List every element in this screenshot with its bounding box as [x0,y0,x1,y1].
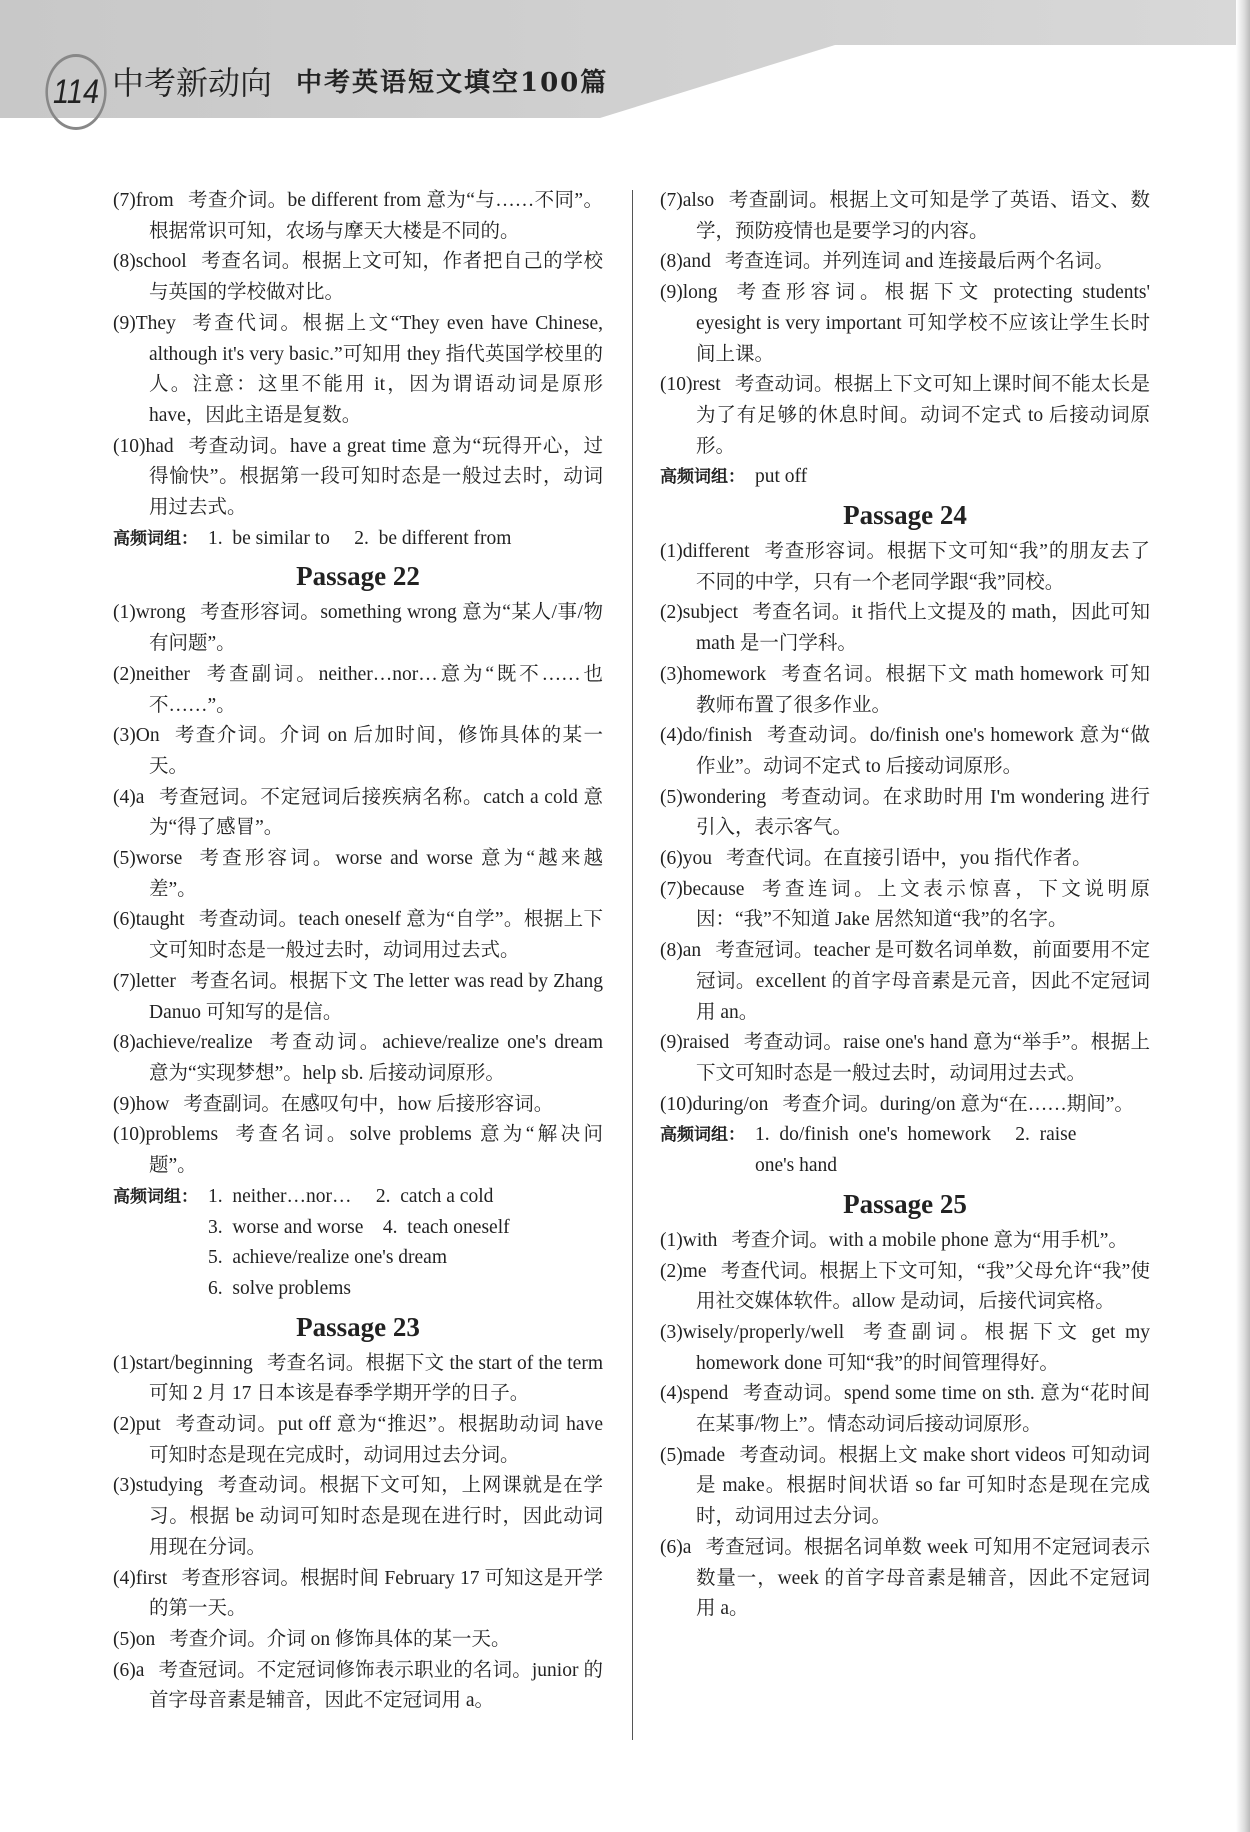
item-number: (4) [113,786,136,808]
answer-item [660,247,1150,278]
item-answer: rest [692,374,721,396]
item-answer: start/beginning [135,1352,253,1374]
item-explanation: 考查冠词。根据名词单数 week 可知用不定冠词表示数量一，week 的首字母音素是辅音，因此不定冠词用 a。 [696,1536,1150,1620]
item-explanation: 考查动词。put off 意为“推迟”。根据助动词 have 可知时态是现在完成时，动词用过去分词。 [149,1414,603,1466]
item-number: (1) [113,602,136,624]
page-edge [1236,0,1250,1832]
item-explanation: 考查介词。be different from 意为“与……不同”。根据常识可知，农场与摩天大楼是不同的。 [149,190,603,242]
answer-item [660,721,1150,782]
item-number: (1) [660,541,683,563]
item-number: (1) [660,1229,683,1251]
answer-item [660,1318,1150,1379]
item-number: (8) [113,1032,136,1054]
key-phrases-label: 高频词组： [660,1125,745,1146]
item-answer: school [135,251,187,273]
answer-item [660,598,1150,659]
item-number: (4) [660,725,683,747]
item-explanation: 考查形容词。something wrong 意为“某人/事/物有问题”。 [149,602,603,655]
item-answer: a [135,1659,145,1681]
item-answer: long [682,282,718,304]
item-number: (10) [113,435,146,457]
key-phrase-line: 5. achieve/realize one's dream [208,1247,448,1269]
item-explanation: 考查副词。根据下文 get my homework done 可知“我”的时间管理得好。 [696,1321,1150,1374]
item-explanation: 考查形容词。根据下文可知“我”的朋友去了不同的中学，只有一个老同学跟“我”同校。 [696,541,1150,593]
item-explanation: 考查副词。在感叹句中，how 后接形容词。 [183,1093,554,1115]
item-answer: me [682,1260,707,1282]
item-number: (4) [660,1383,683,1405]
key-phrases [660,1120,1150,1181]
item-number: (10) [660,374,693,396]
answer-item [660,875,1150,936]
item-explanation: 考查动词。achieve/realize one's dream 意为“实现梦想”。help sb. 后接动词原形。 [149,1032,603,1084]
answer-item [113,247,603,308]
item-explanation: 考查动词。raise one's hand 意为“举手”。根据上下文可知时态是一般过去时，动词用过去式。 [696,1032,1150,1084]
item-answer: studying [135,1475,203,1497]
item-number: (7) [660,190,683,211]
item-explanation: 考查副词。neither…nor…意为“既不……也不……”。 [149,663,603,716]
item-answer: from [135,190,174,211]
item-answer: with [682,1229,718,1251]
item-number: (6) [113,909,136,931]
item-answer: different [682,541,750,563]
answer-item [113,309,603,432]
item-number: (10) [660,1093,693,1115]
item-answer: homework [682,663,767,685]
item-number: (3) [660,663,683,685]
item-number: (9) [113,312,136,334]
key-phrases-label: 高频词组： [113,1186,198,1207]
key-phrases-list [745,1120,1150,1181]
item-answer: letter [135,970,176,992]
item-explanation: 考查名词。根据下文 math homework 可知教师布置了很多作业。 [696,663,1150,716]
answer-item [113,186,603,247]
item-explanation: 考查副词。根据上文可知是学了英语、语文、数学，预防疫情也是要学习的内容。 [696,190,1150,242]
answer-item [113,1349,603,1410]
item-explanation: 考查动词。根据下文可知，上网课就是在学习。根据 be 动词可知时态是现在进行时，因此动词用现在分词。 [149,1475,603,1558]
answer-item [113,660,603,721]
item-explanation: 考查介词。介词 on 修饰具体的某一天。 [169,1628,511,1650]
item-number: (8) [113,251,136,273]
answer-item [113,1410,603,1471]
item-explanation: 考查名词。根据上文可知，作者把自己的学校与英国的学校做对比。 [149,251,603,304]
item-answer: had [145,435,174,457]
item-answer: made [682,1444,725,1466]
item-answer: raised [682,1032,730,1054]
item-answer: neither [135,663,190,685]
item-answer: taught [135,909,185,931]
answer-item [113,905,603,966]
item-answer: during/on [692,1093,769,1115]
item-answer: put [135,1414,161,1436]
book-title: 中考新动向 [112,64,273,102]
item-explanation: 考查形容词。根据时间 February 17 可知这是开学的第一天。 [149,1567,603,1620]
item-number: (5) [113,848,136,870]
key-phrase-line: one's hand [755,1155,838,1177]
item-answer: problems [145,1124,219,1146]
book-subtitle: 中考英语短文填空100篇 [296,68,609,98]
item-explanation: 考查介词。with a mobile phone 意为“用手机”。 [731,1229,1128,1251]
item-explanation: 考查动词。根据上文 make short videos 可知动词是 make。根据时间状语 so far 可知时态是现在完成时，动词用过去分词。 [696,1444,1150,1528]
item-explanation: 考查形容词。worse and worse 意为“越来越差”。 [149,848,603,900]
item-number: (3) [113,725,136,747]
answer-item [113,967,603,1028]
item-answer: a [682,1536,692,1558]
answer-item [660,1257,1150,1318]
key-phrase-line: 6. solve problems [208,1277,351,1299]
item-explanation: 考查名词。it 指代上文提及的 math，因此可知 math 是一门学科。 [696,602,1150,655]
item-number: (9) [660,282,683,304]
item-explanation: 考查动词。在求助时用 I'm wondering 进行引入，表示客气。 [696,786,1150,839]
item-explanation: 考查代词。在直接引语中，you 指代作者。 [726,848,1092,870]
column-divider [632,190,633,1740]
item-explanation: 考查动词。teach oneself 意为“自学”。根据上下文可知时态是一般过去时，动词用过去式。 [149,909,603,962]
item-number: (1) [113,1352,136,1374]
answer-item [660,1028,1150,1089]
answer-item [660,186,1150,247]
answer-item [113,721,603,782]
key-phrase-line: 1. neither…nor… 2. catch a cold [208,1185,494,1207]
item-explanation: 考查介词。during/on 意为“在……期间”。 [782,1093,1134,1115]
item-answer: do/finish [682,725,753,747]
answer-item [660,783,1150,844]
item-number: (9) [660,1032,683,1054]
item-answer: achieve/realize [135,1032,253,1054]
key-phrases [660,462,1150,493]
item-number: (8) [660,251,683,273]
item-number: (3) [113,1475,136,1497]
answer-item [660,844,1150,875]
item-explanation: 考查动词。spend some time on sth. 意为“花时间在某事/物上”。情态动词后接动词原形。 [696,1383,1150,1436]
item-explanation: 考查名词。根据下文 The letter was read by Zhang Danuo 可知写的是信。 [149,970,603,1023]
item-number: (6) [113,1659,136,1681]
answer-item [113,1028,603,1089]
answer-item [113,1564,603,1625]
item-explanation: 考查代词。根据上下文可知，“我”父母允许“我”使用社交媒体软件。allow 是动词，后接代词宾格。 [696,1260,1150,1313]
item-explanation: 考查动词。do/finish one's homework 意为“做作业”。动词不定式 to 后接动词原形。 [696,725,1150,777]
item-number: (2) [113,1414,136,1436]
item-explanation: 考查连词。并列连词 and 连接最后两个名词。 [724,251,1114,273]
key-phrase-line: 3. worse and worse 4. teach oneself [208,1216,510,1238]
key-phrases [113,524,603,555]
answer-item [113,1625,603,1656]
passage-heading: Passage 23 [296,1311,420,1342]
key-phrases-list [198,1182,603,1305]
answer-item [113,1120,603,1181]
item-answer: worse [135,848,183,870]
item-explanation: 考查动词。have a great time 意为“玩得开心，过得愉快”。根据第一段可知时态是一般过去时，动词用过去式。 [149,435,603,519]
item-explanation: 考查冠词。teacher 是可数名词单数，前面要用不定冠词。excellent 的首字母音素是元音，因此不定冠词用 an。 [696,940,1150,1023]
answer-item [113,844,603,905]
item-number: (6) [660,1536,683,1558]
page-number: 114 [45,54,106,130]
item-answer: They [135,312,176,334]
item-explanation: 考查介词。介词 on 后加时间，修饰具体的某一天。 [149,725,603,777]
answer-item [113,1090,603,1121]
item-explanation: 考查形容词。根据下文 protecting students' eyesight is very important 可知学校不应该让学生长时间上课。 [696,282,1150,365]
item-number: (6) [660,848,683,870]
answer-item [660,1533,1150,1625]
item-answer: you [682,848,712,870]
answer-item [113,1471,603,1563]
key-phrases-list [745,462,1150,493]
answer-item [113,432,603,524]
key-phrases-label: 高频词组： [113,528,198,549]
item-answer: on [135,1628,156,1650]
item-number: (10) [113,1124,146,1146]
answer-item [660,370,1150,462]
item-explanation: 考查冠词。不定冠词修饰表示职业的名词。junior 的首字母音素是辅音，因此不定冠词用 a。 [149,1659,603,1712]
item-number: (5) [660,786,683,808]
answer-item [113,783,603,844]
item-answer: because [682,878,745,900]
item-explanation: 考查名词。根据下文 the start of the term 可知 2 月 17 日本该是春季学期开学的日子。 [149,1352,603,1405]
left-column [113,186,603,1717]
item-answer: wrong [135,602,186,624]
item-number: (9) [113,1093,136,1115]
answer-item [660,278,1150,370]
item-answer: wondering [682,786,767,808]
answer-item [660,537,1150,598]
item-number: (5) [660,1444,683,1466]
item-answer: spend [682,1383,729,1405]
key-phrase-line: put off [755,466,808,488]
key-phrases-list [198,524,603,555]
item-number: (5) [113,1628,136,1650]
page-header [0,0,1250,120]
item-number: (8) [660,940,683,962]
item-number: (7) [113,190,136,211]
item-answer: also [682,190,715,211]
answer-item [113,1656,603,1717]
item-answer: subject [682,602,738,624]
item-number: (4) [113,1567,136,1589]
item-explanation: 考查代词。根据上文“They even have Chinese, although it's very basic.”可知用 they 指代英国学校里的人。注意：这里不能用 it，因为谓语动词是原形 have，因此主语是复数。 [149,312,603,426]
key-phrases-label: 高频词组： [660,467,745,488]
key-phrase-line: 1. be similar to 2. be different from [208,527,512,549]
item-explanation: 考查名词。solve problems 意为“解决问题”。 [149,1124,603,1177]
right-column [660,186,1150,1625]
item-explanation: 考查冠词。不定冠词后接疾病名称。catch a cold 意为“得了感冒”。 [149,786,603,839]
item-number: (7) [113,970,136,992]
item-number: (2) [660,1260,683,1282]
item-answer: an [682,940,702,962]
item-explanation: 考查连词。上文表示惊喜，下文说明原因：“我”不知道 Jake 居然知道“我”的名字。 [696,878,1150,931]
item-answer: and [682,251,711,273]
item-answer: On [135,725,160,747]
item-answer: how [135,1093,170,1115]
passage-heading: Passage 24 [843,500,967,531]
answer-item [113,598,603,659]
item-number: (2) [113,663,136,685]
key-phrases [113,1182,603,1305]
answer-item [660,1226,1150,1257]
answer-item [660,936,1150,1028]
passage-heading: Passage 25 [843,1188,967,1219]
item-answer: a [135,786,145,808]
passage-heading: Passage 22 [296,561,420,592]
item-number: (7) [660,878,683,900]
answer-item [660,660,1150,721]
item-number: (2) [660,602,683,624]
item-answer: wisely/properly/well [682,1321,845,1343]
answer-item [660,1090,1150,1121]
answer-item [660,1441,1150,1533]
item-answer: first [135,1567,168,1589]
key-phrase-line: 1. do/finish one's homework 2. raise [755,1124,1077,1146]
answer-item [660,1379,1150,1440]
item-number: (3) [660,1321,683,1343]
item-explanation: 考查动词。根据上下文可知上课时间不能太长是为了有足够的休息时间。动词不定式 to 后接动词原形。 [696,374,1150,457]
